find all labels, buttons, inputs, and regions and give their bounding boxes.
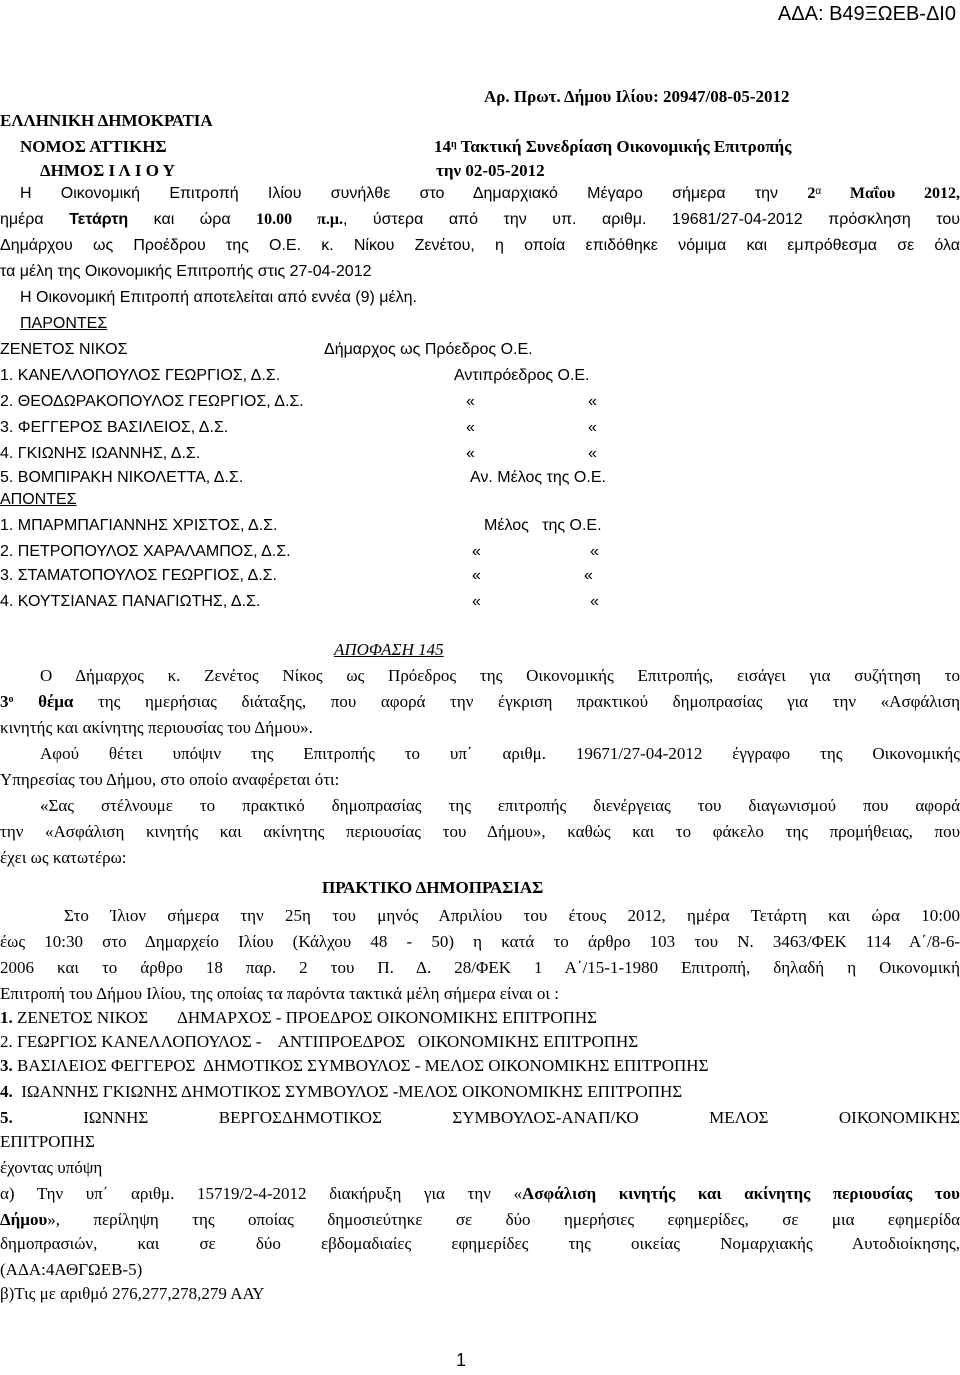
- prefecture-heading: ΝΟΜΟΣ ΑΤΤΙΚΗΣ: [20, 137, 167, 156]
- present-member-role-ditto: «: [588, 393, 597, 410]
- absent-member-role: «: [472, 593, 481, 610]
- item-a-line-1: α) Την υπ΄ αριθμ. 15719/2-4-2012 διακήρυξη για την «Ασφάλιση κινητής και ακίνητης περιουσίας του: [0, 1184, 960, 1203]
- member-3: 3. ΒΑΣΙΛΕΙΟΣ ΦΕΓΓΕΡΟΣ ΔΗΜΟΤΙΚΟΣ ΣΥΜΒΟΥΛΟΣ - ΜΕΛΟΣ ΟΙΚΟΝΟΜΙΚΗΣ ΕΠΙΤΡΟΠΗΣ: [0, 1056, 709, 1075]
- present-member-role-ditto: «: [588, 445, 597, 462]
- absent-member-role-ditto: «: [590, 543, 599, 560]
- session-date: την 02-05-2012: [436, 161, 545, 180]
- decision-p3-line-1: «Σας στέλνουμε το πρακτικό δημοπρασίας της επιτροπής διενέργειας του διαγωνισμού που αφορά: [40, 796, 960, 815]
- decision-p3-line-2: την «Ασφάλιση κινητής και ακίνητης περιουσίας του Δήμου», καθώς και το φάκελο της προμήθειας, που: [0, 822, 960, 841]
- absent-member-role: Μέλος της Ο.Ε.: [484, 517, 602, 534]
- item-a-line-3: δημοπρασιών, και σε δύο εβδομαδιαίες εφημερίδες της οικείας Νομαρχιακής Αυτοδιοίκησης,: [0, 1234, 960, 1253]
- decision-title: ΑΠΟΦΑΣΗ 145: [334, 640, 444, 659]
- minutes-line-1: Στο Ίλιον σήμερα την 25η του μηνός Απριλίου του έτους 2012, ημέρα Τετάρτη και ώρα 10:00: [64, 906, 960, 925]
- present-member-name: ΖΕΝΕΤΟΣ ΝΙΚΟΣ: [0, 341, 128, 358]
- present-member-name: 3. ΦΕΓΓΕΡΟΣ ΒΑΣΙΛΕΙΟΣ, Δ.Σ.: [0, 419, 229, 436]
- absent-member-name: 3. ΣΤΑΜΑΤΟΠΟΥΛΟΣ ΓΕΩΡΓΙΟΣ, Δ.Σ.: [0, 567, 277, 584]
- minutes-line-3: 2006 και το άρθρο 18 παρ. 2 του Π. Δ. 28/ΦΕΚ 1 Α΄/15-1-1980 Επιτροπή, δηλαδή η Οικονομική: [0, 958, 960, 977]
- absent-member-name: 1. ΜΠΑΡΜΠΑΓΙΑΝΝΗΣ ΧΡΙΣΤΟΣ, Δ.Σ.: [0, 517, 278, 534]
- member-4: 4. ΙΩΑΝΝΗΣ ΓΚΙΩΝΗΣ ΔΗΜΟΤΙΚΟΣ ΣΥΜΒΟΥΛΟΣ -ΜΕΛΟΣ ΟΙΚΟΝΟΜΙΚΗΣ ΕΠΙΤΡΟΠΗΣ: [0, 1082, 683, 1101]
- member-1: 1. ΖΕΝΕΤΟΣ ΝΙΚΟΣ ΔΗΜΑΡΧΟΣ - ΠΡΟΕΔΡΟΣ ΟΙΚΟΝΟΜΙΚΗΣ ΕΠΙΤΡΟΠΗΣ: [0, 1008, 598, 1027]
- present-member-role: «: [466, 419, 475, 436]
- decision-p2-line-2: Υπηρεσίας του Δήμου, στο οποίο αναφέρεται ότι:: [0, 770, 340, 789]
- republic-heading: ΕΛΛΗΝΙΚΗ ΔΗΜΟΚΡΑΤΙΑ: [0, 111, 213, 130]
- minutes-line-4: Επιτροπή του Δήμου Ιλίου, της οποίας τα παρόντα τακτικά μέλη σήμερα είναι οι :: [0, 984, 559, 1003]
- present-member-role: «: [466, 393, 475, 410]
- minutes-line-2: έως 10:30 στο Δημαρχείο Ιλίου (Κάλχου 48 - 50) η κατά το άρθρο 103 του Ν. 3463/ΦΕΚ 114 Α΄/8-6-: [0, 932, 960, 951]
- item-a-line-4: (ΑΔΑ:4ΑΘΓΩΕΒ-5): [0, 1260, 143, 1279]
- present-member-name: 2. ΘΕΟΔΩΡΑΚΟΠΟΥΛΟΣ ΓΕΩΡΓΙΟΣ, Δ.Σ.: [0, 393, 304, 410]
- present-heading: ΠΑΡΟΝΤΕΣ: [20, 315, 108, 332]
- present-member-role-ditto: «: [588, 419, 597, 436]
- present-member-role: Δήμαρχος ως Πρόεδρος Ο.Ε.: [324, 341, 533, 358]
- decision-p1-line-3: κινητής και ακίνητης περιουσίας του Δήμου».: [0, 718, 313, 737]
- absent-heading: ΑΠΟΝΤΕΣ: [0, 491, 77, 508]
- present-member-role: Αν. Μέλος της Ο.Ε.: [470, 469, 606, 486]
- ada-code: ΑΔΑ: Β49ΞΩΕΒ-ΔΙ0: [777, 3, 956, 25]
- member-5-cont: ΕΠΙΤΡΟΠΗΣ: [0, 1132, 95, 1151]
- page-number: 1: [456, 1350, 467, 1370]
- intro-line-1: Η Οικονομική Επιτροπή Ιλίου συνήλθε στο Δημαρχιακό Μέγαρο σήμερα την $2^\alpha$ Μαΐου 2012,: [20, 185, 960, 202]
- item-b-line-1: β)Τις με αριθμό 276,277,278,279 ΑΑΥ: [0, 1284, 265, 1303]
- absent-member-role: «: [472, 543, 481, 560]
- decision-p1-line-1: Ο Δήμαρχος κ. Ζενέτος Νίκος ως Πρόεδρος της Οικονομικής Επιτροπής, εισάγει για συζήτηση το: [40, 666, 960, 685]
- present-member-name: 5. ΒΟΜΠΙΡΑΚΗ ΝΙΚΟΛΕΤΤΑ, Δ.Σ.: [0, 469, 244, 486]
- member-5: 5. ΙΩΝΝΗΣ ΒΕΡΓΟΣΔΗΜΟΤΙΚΟΣ ΣΥΜΒΟΥΛΟΣ-ΑΝΑΠ/ΚΟ ΜΕΛΟΣ ΟΙΚΟΝΟΜΙΚΗΣ: [0, 1108, 960, 1127]
- absent-member-name: 2. ΠΕΤΡΟΠΟΥΛΟΣ ΧΑΡΑΛΑΜΠΟΣ, Δ.Σ.: [0, 543, 291, 560]
- intro-line-3: Δημάρχου ως Προέδρου της Ο.Ε. κ. Νίκου Ζενέτου, η οποία επιδόθηκε νόμιμα και εμπρόθεσμα σε όλα: [0, 237, 960, 254]
- present-member-role: «: [466, 445, 475, 462]
- intro-line-2: ημέρα Τετάρτη και ώρα 10.00 π.μ., ύστερα από την υπ. αριθμ. 19681/27-04-2012 πρόσκληση του: [0, 211, 960, 228]
- decision-p1-line-2: $3^o$ θέμα της ημερήσιας διάταξης, που αφορά την έγκριση πρακτικού δημοπρασίας για την «Ασφάλιση: [0, 692, 960, 711]
- considering: έχοντας υπόψη: [0, 1158, 103, 1177]
- present-member-name: 4. ΓΚΙΩΝΗΣ ΙΩΑΝΝΗΣ, Δ.Σ.: [0, 445, 201, 462]
- protocol-number: Αρ. Πρωτ. Δήμου Ιλίου: 20947/08-05-2012: [484, 87, 790, 106]
- absent-member-role: «: [472, 567, 481, 584]
- present-member-name: 1. ΚΑΝΕΛΛΟΠΟΥΛΟΣ ΓΕΩΡΓΙΟΣ, Δ.Σ.: [0, 367, 281, 384]
- absent-member-role-ditto: «: [590, 593, 599, 610]
- decision-p3-line-3: έχει ως κατωτέρω:: [0, 848, 127, 867]
- member-2: 2. ΓΕΩΡΓΙΟΣ ΚΑΝΕΛΛΟΠΟΥΛΟΣ - ΑΝΤΙΠΡΟΕΔΡΟΣ ΟΙΚΟΝΟΜΙΚΗΣ ΕΠΙΤΡΟΠΗΣ: [0, 1032, 639, 1051]
- intro-line-5: Η Οικονομική Επιτροπή αποτελείται από εννέα (9) μέλη.: [20, 289, 417, 306]
- session-title: $14^\eta$ Τακτική Συνεδρίαση Οικονομικής Επιτροπής: [434, 137, 792, 156]
- present-member-role: Αντιπρόεδρος Ο.Ε.: [454, 367, 590, 384]
- absent-member-role-ditto: «: [584, 567, 593, 584]
- municipality-heading: ΔΗΜΟΣ Ι Λ Ι Ο Υ: [40, 161, 175, 180]
- item-a-line-2: Δήμου», περίληψη της οποίας δημοσιεύτηκε σε δύο ημερήσιες εφημερίδες, σε μια εφημερίδα: [0, 1210, 960, 1229]
- minutes-title: ΠΡΑΚΤΙΚΟ ΔΗΜΟΠΡΑΣΙΑΣ: [322, 878, 544, 897]
- intro-line-4: τα μέλη της Οικονομικής Επιτροπής στις 27-04-2012: [0, 263, 372, 280]
- absent-member-name: 4. ΚΟΥΤΣΙΑΝΑΣ ΠΑΝΑΓΙΩΤΗΣ, Δ.Σ.: [0, 593, 261, 610]
- decision-p2-line-1: Αφού θέτει υπόψιν της Επιτροπής το υπ΄ αριθμ. 19671/27-04-2012 έγγραφο της Οικονομικής: [40, 744, 960, 763]
